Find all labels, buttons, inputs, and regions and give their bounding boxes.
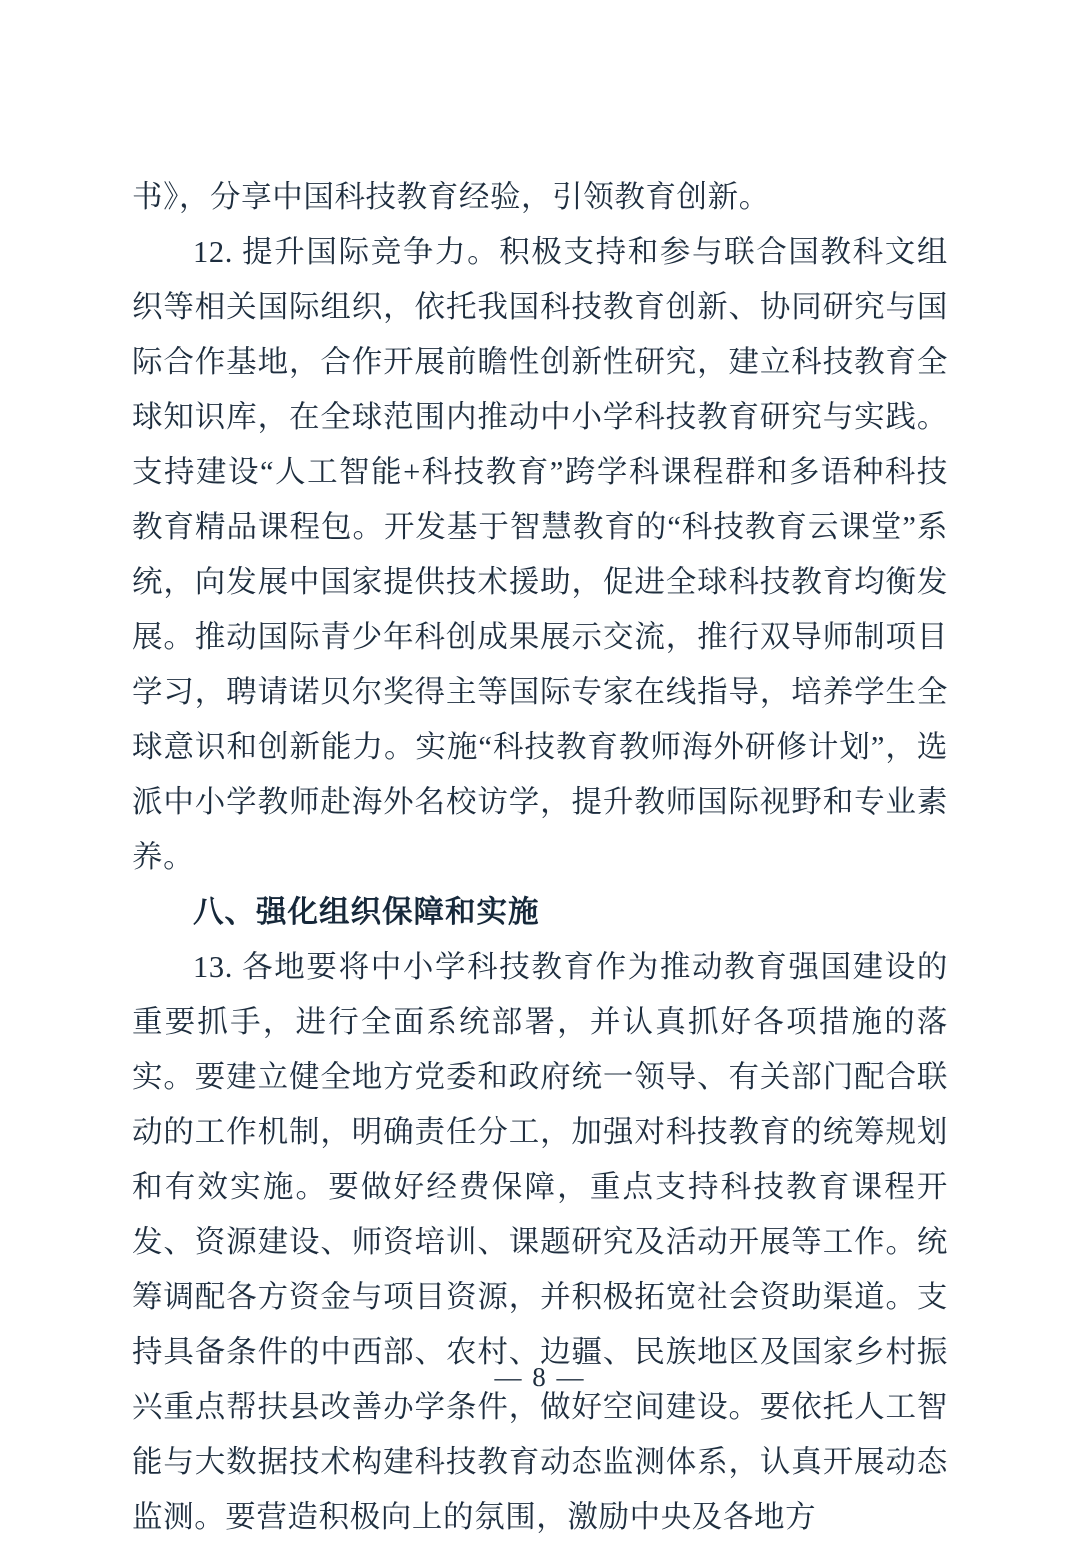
paragraph-continued: 书》，分享中国科技教育经验，引领教育创新。 xyxy=(132,180,770,214)
paragraph-item-13: 13. 各地要将中小学科技教育作为推动教育强国建设的重要抓手，进行全面系统部署，并认真抓好各项措施的落实。要建立健全地方党委和政府统一领导、有关部门配合联动的工作机制，明确责任分工，加强对科技教育的统筹规划和有效实施。要做好经费保障，重点支持科技教育课程开发、资源建设、师资培训、课题研究及活动开展等工作。统筹调配各方资金与项目资源，并积极拓宽社会资助渠道。支持具备条件的中西部、农村、边疆、民族地区及国家乡村振兴重点帮扶县改善办学条件，做好空间建设。要依托人工智能与大数据技术构建科技教育动态监测体系，认真开展动态监测。要营造积极向上的氛围，激励中央及各地方 xyxy=(132,950,948,1534)
section-heading-eight: 八、强化组织保障和实施 xyxy=(193,895,540,929)
paragraph-item-12: 12. 提升国际竞争力。积极支持和参与联合国教科文组织等相关国际组织，依托我国科技教育创新、协同研究与国际合作基地，合作开展前瞻性创新性研究，建立科技教育全球知识库，在全球范围内推动中小学科技教育研究与实践。支持建设“人工智能+科技教育”跨学科课程群和多语种科技教育精品课程包。开发基于智慧教育的“科技教育云课堂”系统，向发展中国家提供技术援助，促进全球科技教育均衡发展。推动国际青少年科创成果展示交流，推行双导师制项目学习，聘请诺贝尔奖得主等国际专家在线指导，培养学生全球意识和创新能力。实施“科技教育教师海外研修计划”，选派中小学教师赴海外名校访学，提升教师国际视野和专业素养。 xyxy=(132,235,948,874)
page-number: — 8 — xyxy=(494,1362,586,1392)
document-body xyxy=(132,170,948,1545)
